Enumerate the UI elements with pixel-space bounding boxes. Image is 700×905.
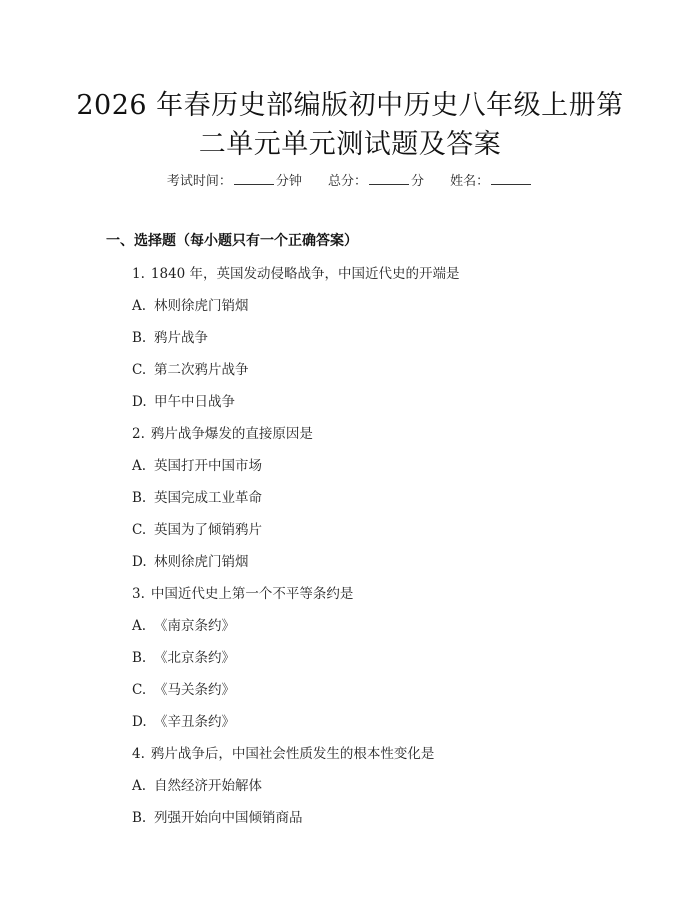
- exam-time-blank: [234, 172, 274, 185]
- option-text: 《南京条约》: [154, 618, 235, 634]
- question-text: 中国近代史上第一个不平等条约是: [150, 586, 354, 602]
- option-letter: A.: [132, 458, 147, 474]
- question-2-option-d: [132, 550, 249, 570]
- option-letter: D.: [132, 394, 147, 410]
- option-text: 英国为了倾销鸦片: [154, 522, 262, 538]
- student-name-field: [450, 174, 533, 189]
- question-number: 1.: [132, 266, 145, 282]
- page-title-line-1: 2026 年春历史部编版初中历史八年级上册第: [76, 90, 624, 121]
- question-3-option-a: [132, 614, 235, 634]
- option-text: 列强开始向中国倾销商品: [154, 810, 303, 826]
- option-letter: B.: [132, 650, 147, 666]
- option-text: 林则徐虎门销烟: [154, 298, 249, 314]
- option-text: 甲午中日战争: [154, 394, 235, 410]
- question-2-option-b: [132, 486, 262, 506]
- option-text: 鸦片战争: [154, 330, 208, 346]
- total-score-blank: [369, 172, 409, 185]
- page-title-line-2: 二单元单元测试题及答案: [198, 129, 502, 160]
- option-letter: B.: [132, 810, 147, 826]
- question-number: 2.: [132, 426, 145, 442]
- option-text: 自然经济开始解体: [154, 778, 262, 794]
- question-3-option-d: [132, 710, 235, 730]
- question-1: [132, 262, 460, 282]
- student-name-blank: [491, 172, 531, 185]
- question-3: [132, 582, 353, 602]
- question-1-option-a: [132, 294, 249, 314]
- question-text: 1840 年，英国发动侵略战争，中国近代史的开端是: [150, 266, 460, 282]
- exam-info: [0, 170, 700, 189]
- question-1-option-b: [132, 326, 208, 346]
- question-2-option-a: [132, 454, 262, 474]
- question-3-option-c: [132, 678, 235, 698]
- question-4: [132, 742, 434, 762]
- question-1-option-c: [132, 358, 249, 378]
- option-text: 第二次鸦片战争: [154, 362, 249, 378]
- option-letter: D.: [132, 554, 147, 570]
- option-letter: D.: [132, 714, 147, 730]
- option-letter: A.: [132, 778, 147, 794]
- option-text: 林则徐虎门销烟: [154, 554, 249, 570]
- question-number: 4.: [132, 746, 145, 762]
- question-4-option-b: [132, 806, 303, 826]
- question-2: [132, 422, 313, 442]
- question-4-option-a: [132, 774, 262, 794]
- total-score-unit: 分: [411, 174, 425, 189]
- question-number: 3.: [132, 586, 145, 602]
- option-text: 英国完成工业革命: [154, 490, 262, 506]
- exam-time-label: 考试时间：: [166, 174, 232, 189]
- option-text: 英国打开中国市场: [154, 458, 262, 474]
- total-score-field: [328, 174, 428, 189]
- student-name-label: 姓名：: [450, 174, 490, 189]
- exam-time-unit: 分钟: [275, 174, 302, 189]
- option-letter: C.: [132, 522, 147, 538]
- option-text: 《北京条约》: [154, 650, 235, 666]
- question-3-option-b: [132, 646, 235, 666]
- option-letter: C.: [132, 682, 147, 698]
- option-letter: B.: [132, 490, 147, 506]
- question-1-option-d: [132, 390, 235, 410]
- option-letter: C.: [132, 362, 147, 378]
- option-letter: A.: [132, 618, 147, 634]
- question-text: 鸦片战争后，中国社会性质发生的根本性变化是: [150, 746, 435, 762]
- exam-time-field: [167, 174, 306, 189]
- section-heading: 一、选择题（每小题只有一个正确答案）: [106, 233, 358, 249]
- option-letter: B.: [132, 330, 147, 346]
- option-text: 《辛丑条约》: [154, 714, 235, 730]
- question-text: 鸦片战争爆发的直接原因是: [150, 426, 313, 442]
- question-2-option-c: [132, 518, 262, 538]
- option-letter: A.: [132, 298, 147, 314]
- total-score-label: 总分：: [327, 174, 367, 189]
- option-text: 《马关条约》: [154, 682, 235, 698]
